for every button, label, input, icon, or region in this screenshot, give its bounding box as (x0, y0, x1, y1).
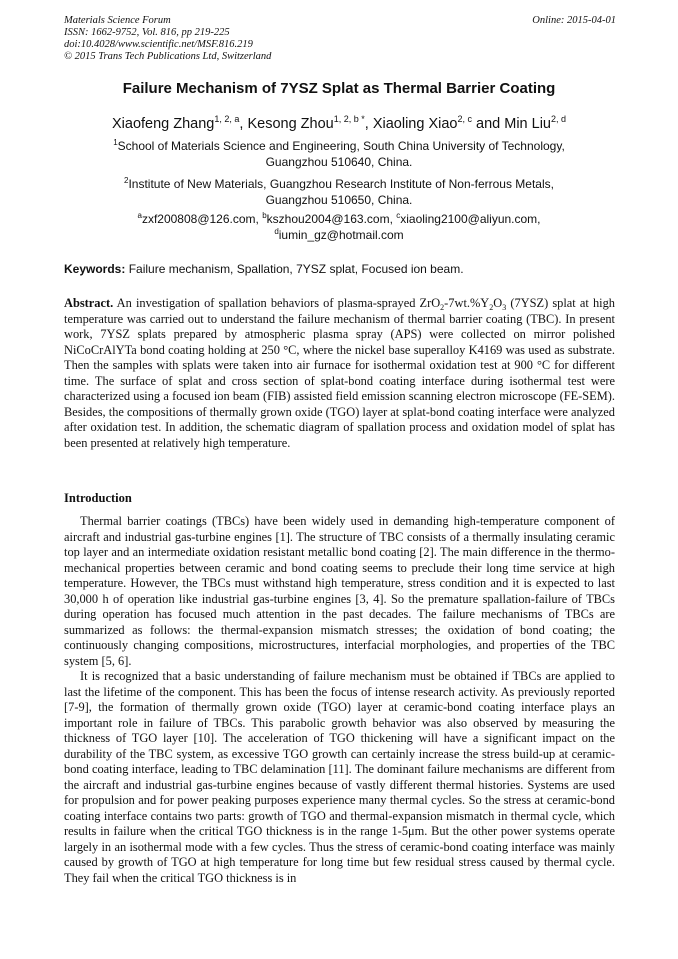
author-name: Min Liu (504, 116, 551, 132)
author-superscript: 1, 2, b * (333, 114, 365, 124)
author-name: Kesong Zhou (247, 116, 334, 132)
issn-line: ISSN: 1662-9752, Vol. 816, pp 219-225 (64, 27, 230, 38)
abstract-label: Abstract. (64, 296, 114, 310)
email-superscript: d (274, 227, 279, 236)
affiliation-text: Institute of New Materials, Guangzhou Research Institute of Non-ferrous Metals, (128, 177, 554, 191)
journal-header (64, 15, 616, 63)
author-superscript: 1, 2, a (214, 114, 240, 124)
email-address: iumin_gz@hotmail.com (278, 228, 404, 242)
abstract-block (64, 296, 615, 451)
abstract-text: An investigation of spallation behaviors of plasma-sprayed ZrO (113, 296, 441, 310)
affiliation-text: School of Materials Science and Engineering, South China University of Technology, (117, 139, 565, 153)
email-superscript: b (262, 211, 267, 220)
online-date: Online: 2015-04-01 (532, 15, 616, 26)
abstract-text: O (493, 296, 503, 310)
affiliation-text: Guangzhou 510650, China. (265, 193, 413, 207)
email-superscript: c (396, 211, 401, 220)
abstract-text: -7wt.%Y (444, 296, 490, 310)
subscript: 3 (502, 303, 507, 312)
affiliation-1 (0, 138, 678, 170)
abstract-text: (7YSZ) splat at high temperature was carried out to understand the failure mechanism of thermal barrier coating (TBC). In present work, 7YSZ splats prepared by atmospheric plasma spray (APS) were collected on mirror polished NiCoCrAlYTa bond coating holding at 250 °C, where the nickel base superalloy K4169 was used as substrate. Then the samples with splats were taken into air furnace for isothermal oxidation test at 900 °C for different time. The surface of splat and cross section of splat-bond coating interface during isothermal test were characterized using a focused ion beam (FIB) assisted field emission scanning electron microscope (FE-SEM). Besides, the compositions of thermally grown oxide (TGO) layer at splat-bond coating interface were analyzed after oxidation test. In addition, the schematic diagram of spallation process and oxidation model of splat has been presented at relatively high temperature. (64, 296, 615, 450)
keywords-line (64, 262, 464, 276)
introduction-heading: Introduction (64, 491, 132, 505)
author-separator: , (239, 116, 248, 132)
journal-name: Materials Science Forum (64, 15, 171, 26)
affiliation-superscript: 1 (113, 138, 118, 147)
author-separator: and (472, 116, 505, 132)
affiliation-2 (0, 176, 678, 208)
author-name: Xiaoling Xiao (372, 116, 458, 132)
copyright-line: © 2015 Trans Tech Publications Ltd, Switzerland (64, 51, 272, 62)
author-emails (0, 211, 678, 243)
email-address: xiaoling2100@aliyun.com, (400, 212, 541, 226)
keywords-label: Keywords: (64, 262, 126, 276)
email-address: zxf200808@126.com, (141, 212, 263, 226)
subscript: 2 (489, 303, 494, 312)
affiliation-superscript: 2 (124, 176, 129, 185)
author-superscript: 2, d (551, 114, 567, 124)
email-address: kszhou2004@163.com, (266, 212, 397, 226)
author-list (0, 116, 678, 132)
paper-title: Failure Mechanism of 7YSZ Splat as Thermal Barrier Coating (122, 80, 556, 97)
introduction-body (64, 514, 615, 886)
paragraph: Thermal barrier coatings (TBCs) have been widely used in demanding high-temperature component of aircraft and industrial gas-turbine engines [1]. The structure of TBC consists of a thermally insulating ceramic top layer and an intermediate oxidation resistant metallic bond coating [2]. The main difference in the thermo-mechanical properties between ceramic and bond coating seems to preclude their long time service at high temperature. However, the TBCs must withstand high temperature, stress condition and it is expected to last 30,000 h of operation like industrial gas-turbine engines [3, 4]. So the premature spallation-failure of TBCs during operation has focused much attention in the past decades. The failure mechanisms of TBCs are summarized as follows: the thermal-expansion mismatch stresses; the oxidation of bond coating; the continuously changing compositions, microstructures, interfacial morphologies, and properties of the TBC system [5, 6]. (64, 514, 615, 668)
email-superscript: a (137, 211, 142, 220)
subscript: 2 (440, 303, 445, 312)
paragraph: It is recognized that a basic understanding of failure mechanism must be obtained if TBCs are applied to last the lifetime of the component. This has been the focus of intense research activity. As previously reported [7-9], the formation of thermally grown oxide (TGO) layer at ceramic-bond coating interface plays an important role in failure of TBCs. This parabolic growth behavior was also observed by measuring the thickness of TGO layer [10]. The acceleration of TGO thickening will have a significant impact on the durability of the TBC system, as excessive TGO growth can certainly increase the stress build-up at ceramic-bond coating interface, leading to TBC delamination [11]. The dominant failure mechanisms are different from the aircraft and industrial gas-turbine engines because of vastly different thermal histories. Systems are used for propulsion and for power peaking purposes experience many thermal cycles. So the stress at ceramic-bond coating interface contains two parts: growth of TGO and thermal-expansion mismatch in thermal cycle, which results in failure when the critical TGO thickness is in the range 1-5μm. But the other power systems operate largely in an isothermal mode with a few cycles. Thus the stress of ceramic-bond coating interface was mainly caused by growth of TGO at high temperature for long time but few residual stress caused by thermal cycle. They fail when the critical TGO thickness is in (64, 669, 615, 885)
doi-line: doi:10.4028/www.scientific.net/MSF.816.219 (64, 39, 253, 50)
author-separator: , (364, 116, 373, 132)
affiliation-text: Guangzhou 510640, China. (265, 155, 413, 169)
keywords-text: Failure mechanism, Spallation, 7YSZ splat, Focused ion beam. (125, 262, 464, 276)
author-superscript: 2, c (457, 114, 472, 124)
author-name: Xiaofeng Zhang (111, 116, 215, 132)
